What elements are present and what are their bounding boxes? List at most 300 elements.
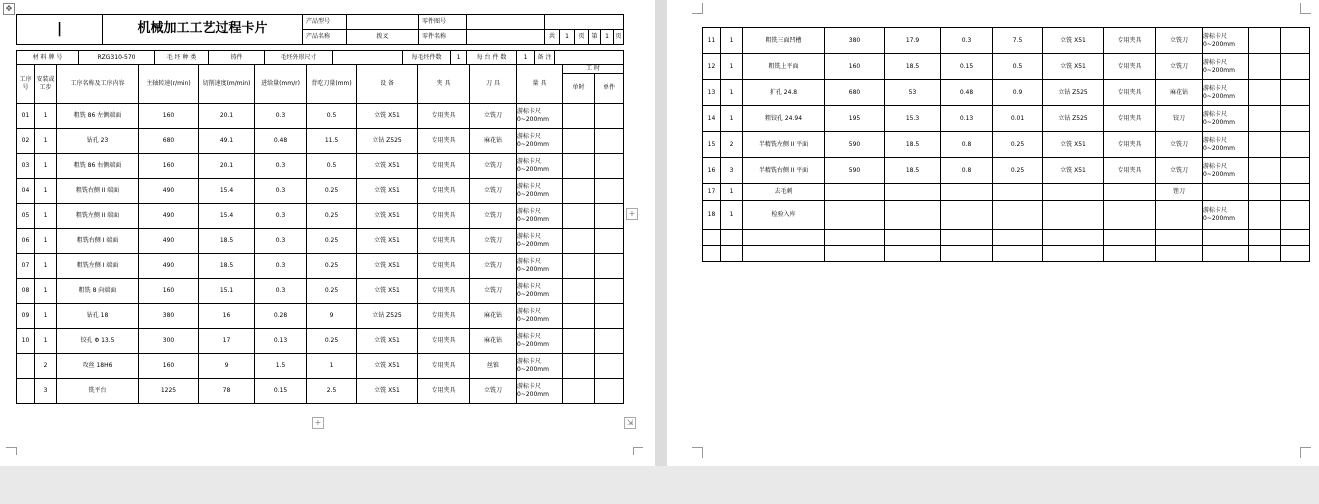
cell-depth[interactable]: 0.5 xyxy=(993,54,1043,80)
cell-time[interactable] xyxy=(595,378,624,403)
cell-fixture[interactable]: 专用夹具 xyxy=(418,153,470,178)
cell-step[interactable]: 2 xyxy=(35,353,57,378)
cell-name[interactable]: 粗铰孔 24.94 xyxy=(743,106,825,132)
cell-time[interactable] xyxy=(563,103,595,128)
cell-feed[interactable] xyxy=(941,201,993,230)
cell-time[interactable] xyxy=(1281,230,1310,246)
cell-feed[interactable]: 0.15 xyxy=(941,54,993,80)
cell-fixture[interactable]: 专用夹具 xyxy=(1104,106,1156,132)
cell-tool[interactable] xyxy=(1156,230,1203,246)
cell-gauge[interactable] xyxy=(517,353,563,378)
cell-time[interactable] xyxy=(1281,184,1310,201)
cell-tool[interactable]: 立铣刀 xyxy=(470,378,517,403)
cell-speed[interactable]: 680 xyxy=(139,128,199,153)
cell-cut[interactable]: 18.5 xyxy=(199,228,255,253)
per-blank-value[interactable]: 1 xyxy=(451,51,467,65)
cell-cut[interactable]: 49.1 xyxy=(199,128,255,153)
cell-time[interactable] xyxy=(563,253,595,278)
cell-fixture[interactable]: 专用夹具 xyxy=(418,178,470,203)
cell-gauge[interactable] xyxy=(1203,158,1249,184)
cell-cut[interactable] xyxy=(885,201,941,230)
cell-depth[interactable]: 11.5 xyxy=(307,128,357,153)
cell-name[interactable]: 检验入库 xyxy=(743,201,825,230)
cell-cut[interactable]: 18.5 xyxy=(885,158,941,184)
cell-speed[interactable]: 300 xyxy=(139,328,199,353)
cell-speed[interactable] xyxy=(825,201,885,230)
cell-name[interactable]: 铰孔 Φ 13.5 xyxy=(57,328,139,353)
cell-name[interactable]: 粗铣 86 右侧端面 xyxy=(57,153,139,178)
page-number[interactable]: 1 xyxy=(601,30,614,45)
cell-depth[interactable]: 0.25 xyxy=(307,253,357,278)
cell-equip[interactable]: 立铣 X51 xyxy=(1043,158,1104,184)
cell-fixture[interactable] xyxy=(1104,201,1156,230)
cell-name[interactable] xyxy=(743,230,825,246)
cell-no[interactable]: 17 xyxy=(703,184,721,201)
cell-speed[interactable]: 490 xyxy=(139,253,199,278)
cell-no[interactable]: 16 xyxy=(703,158,721,184)
cell-tool[interactable]: 立铣刀 xyxy=(1156,158,1203,184)
cell-equip[interactable]: 立铣 X51 xyxy=(357,178,418,203)
cell-time[interactable] xyxy=(563,228,595,253)
cell-depth[interactable]: 0.25 xyxy=(307,228,357,253)
cell-speed[interactable]: 590 xyxy=(825,158,885,184)
cell-fixture[interactable]: 专用夹具 xyxy=(418,228,470,253)
cell-equip[interactable] xyxy=(1043,201,1104,230)
cell-name[interactable]: 粗铣三面凹槽 xyxy=(743,28,825,54)
cell-fixture[interactable]: 专用夹具 xyxy=(1104,158,1156,184)
cell-fixture[interactable]: 专用夹具 xyxy=(418,253,470,278)
cell-name[interactable] xyxy=(743,246,825,262)
cell-name[interactable]: 半精铣右侧 II 平面 xyxy=(743,158,825,184)
table-resize-icon[interactable]: ⇲ xyxy=(624,417,636,429)
cell-tool[interactable]: 立铣刀 xyxy=(470,203,517,228)
cell-step[interactable]: 3 xyxy=(35,378,57,403)
cell-step[interactable]: 1 xyxy=(35,103,57,128)
cell-gauge[interactable] xyxy=(517,328,563,353)
cell-gauge[interactable] xyxy=(1203,54,1249,80)
cell-no[interactable] xyxy=(17,353,35,378)
cell-fixture[interactable]: 专用夹具 xyxy=(1104,28,1156,54)
cell-cut[interactable]: 15.4 xyxy=(199,203,255,228)
cell-no[interactable]: 10 xyxy=(17,328,35,353)
add-column-icon[interactable]: + xyxy=(626,208,638,220)
cell-name[interactable]: 铣平台 xyxy=(57,378,139,403)
cell-no[interactable]: 05 xyxy=(17,203,35,228)
cell-step[interactable]: 1 xyxy=(721,106,743,132)
cell-feed[interactable]: 0.3 xyxy=(941,28,993,54)
cell-time[interactable] xyxy=(563,353,595,378)
cell-cut[interactable]: 78 xyxy=(199,378,255,403)
cell-time[interactable] xyxy=(595,178,624,203)
cell-name[interactable]: 攻丝 18H6 xyxy=(57,353,139,378)
cell-tool[interactable]: 麻花钻 xyxy=(470,303,517,328)
cell-tool[interactable]: 立铣刀 xyxy=(470,278,517,303)
cell-step[interactable]: 1 xyxy=(35,253,57,278)
cell-step[interactable]: 1 xyxy=(35,278,57,303)
cell-feed[interactable]: 0.48 xyxy=(255,128,307,153)
cell-equip[interactable]: 立铣 X51 xyxy=(1043,132,1104,158)
cell-name[interactable]: 粗铣左侧 II 端面 xyxy=(57,203,139,228)
cell-gauge[interactable] xyxy=(517,278,563,303)
cell-no[interactable]: 06 xyxy=(17,228,35,253)
cell-speed[interactable]: 160 xyxy=(139,278,199,303)
cell-cut[interactable] xyxy=(885,184,941,201)
cell-time[interactable] xyxy=(563,278,595,303)
cell-gauge[interactable] xyxy=(1203,230,1249,246)
cell-tool[interactable]: 立铣刀 xyxy=(470,253,517,278)
cell-fixture[interactable] xyxy=(1104,184,1156,201)
cell-gauge[interactable] xyxy=(517,378,563,403)
cell-no[interactable]: 02 xyxy=(17,128,35,153)
cell-no[interactable] xyxy=(17,378,35,403)
product-name-value[interactable]: 拨叉 xyxy=(347,30,419,45)
cell-time[interactable] xyxy=(563,303,595,328)
cell-step[interactable]: 1 xyxy=(35,303,57,328)
cell-gauge[interactable] xyxy=(1203,28,1249,54)
cell-time[interactable] xyxy=(563,203,595,228)
cell-name[interactable]: 扩孔 24.8 xyxy=(743,80,825,106)
product-model-value[interactable] xyxy=(347,15,419,30)
cell-feed[interactable]: 0.3 xyxy=(255,253,307,278)
cell-step[interactable]: 1 xyxy=(35,203,57,228)
cell-feed[interactable] xyxy=(941,184,993,201)
cell-gauge[interactable] xyxy=(517,128,563,153)
cell-feed[interactable]: 0.3 xyxy=(255,153,307,178)
cell-depth[interactable]: 0.25 xyxy=(307,278,357,303)
cell-time[interactable] xyxy=(1249,158,1281,184)
cell-time[interactable] xyxy=(595,203,624,228)
cell-fixture[interactable]: 专用夹具 xyxy=(418,128,470,153)
material-value[interactable]: RZG310-570 xyxy=(79,51,155,65)
cell-tool[interactable]: 立铣刀 xyxy=(470,153,517,178)
cell-cut[interactable]: 15.1 xyxy=(199,278,255,303)
cell-tool[interactable]: 麻花钻 xyxy=(470,328,517,353)
cell-time[interactable] xyxy=(595,128,624,153)
cell-tool[interactable] xyxy=(1156,246,1203,262)
cell-equip[interactable]: 立钻 Z525 xyxy=(357,128,418,153)
cell-step[interactable] xyxy=(721,230,743,246)
cell-speed[interactable]: 1225 xyxy=(139,378,199,403)
cell-time[interactable] xyxy=(1281,80,1310,106)
cell-time[interactable] xyxy=(1281,106,1310,132)
cell-equip[interactable]: 立钻 Z525 xyxy=(1043,106,1104,132)
cell-step[interactable]: 1 xyxy=(721,54,743,80)
cell-time[interactable] xyxy=(595,228,624,253)
notes-value[interactable] xyxy=(555,51,624,65)
cell-equip[interactable]: 立铣 X51 xyxy=(357,328,418,353)
cell-equip[interactable]: 立铣 X51 xyxy=(357,203,418,228)
cell-fixture[interactable]: 专用夹具 xyxy=(1104,80,1156,106)
cell-gauge[interactable] xyxy=(517,178,563,203)
cell-speed[interactable] xyxy=(825,246,885,262)
cell-step[interactable]: 1 xyxy=(35,128,57,153)
cell-no[interactable]: 15 xyxy=(703,132,721,158)
cell-tool[interactable] xyxy=(1156,201,1203,230)
cell-tool[interactable]: 立铣刀 xyxy=(470,178,517,203)
cell-speed[interactable]: 380 xyxy=(825,28,885,54)
cell-depth[interactable]: 0.25 xyxy=(307,178,357,203)
cell-time[interactable] xyxy=(595,328,624,353)
cell-equip[interactable]: 立铣 X51 xyxy=(357,253,418,278)
cell-cut[interactable]: 17 xyxy=(199,328,255,353)
cell-name[interactable]: 粗铣右侧 II 端面 xyxy=(57,178,139,203)
cell-no[interactable]: 18 xyxy=(703,201,721,230)
cell-time[interactable] xyxy=(1281,201,1310,230)
cell-speed[interactable]: 490 xyxy=(139,203,199,228)
cell-speed[interactable]: 160 xyxy=(825,54,885,80)
cell-speed[interactable]: 590 xyxy=(825,132,885,158)
cell-no[interactable]: 01 xyxy=(17,103,35,128)
cell-step[interactable]: 1 xyxy=(721,28,743,54)
cell-feed[interactable]: 0.8 xyxy=(941,132,993,158)
cell-time[interactable] xyxy=(563,178,595,203)
cell-equip[interactable]: 立铣 X51 xyxy=(1043,28,1104,54)
cell-step[interactable]: 1 xyxy=(721,184,743,201)
cell-time[interactable] xyxy=(595,103,624,128)
cell-depth[interactable] xyxy=(993,246,1043,262)
cell-cut[interactable]: 53 xyxy=(885,80,941,106)
cell-gauge[interactable] xyxy=(517,253,563,278)
cell-equip[interactable]: 立铣 X51 xyxy=(357,103,418,128)
cell-cut[interactable]: 9 xyxy=(199,353,255,378)
cell-depth[interactable]: 0.9 xyxy=(993,80,1043,106)
cell-time[interactable] xyxy=(563,328,595,353)
cell-name[interactable]: 粗铣左侧 I 端面 xyxy=(57,253,139,278)
cell-speed[interactable]: 680 xyxy=(825,80,885,106)
cell-fixture[interactable]: 专用夹具 xyxy=(418,303,470,328)
cell-fixture[interactable] xyxy=(1104,246,1156,262)
cell-time[interactable] xyxy=(1249,184,1281,201)
cell-step[interactable]: 1 xyxy=(35,178,57,203)
cell-time[interactable] xyxy=(595,278,624,303)
cell-equip[interactable] xyxy=(1043,184,1104,201)
cell-name[interactable]: 钻孔 18 xyxy=(57,303,139,328)
cell-feed[interactable]: 0.13 xyxy=(941,106,993,132)
cell-time[interactable] xyxy=(1249,80,1281,106)
cell-no[interactable]: 11 xyxy=(703,28,721,54)
cell-time[interactable] xyxy=(563,153,595,178)
per-machine-value[interactable]: 1 xyxy=(517,51,535,65)
cell-no[interactable]: 13 xyxy=(703,80,721,106)
cell-depth[interactable]: 0.25 xyxy=(307,203,357,228)
cell-tool[interactable]: 立铣刀 xyxy=(1156,54,1203,80)
cell-equip[interactable] xyxy=(1043,246,1104,262)
cell-time[interactable] xyxy=(1281,158,1310,184)
cell-fixture[interactable]: 专用夹具 xyxy=(1104,132,1156,158)
cell-time[interactable] xyxy=(1281,28,1310,54)
cell-gauge[interactable] xyxy=(517,153,563,178)
cell-step[interactable]: 1 xyxy=(721,80,743,106)
cell-name[interactable]: 粗铣上平面 xyxy=(743,54,825,80)
cell-time[interactable] xyxy=(1281,54,1310,80)
cell-no[interactable]: 14 xyxy=(703,106,721,132)
cell-depth[interactable] xyxy=(993,230,1043,246)
cell-equip[interactable]: 立钻 Z525 xyxy=(357,303,418,328)
cell-no[interactable]: 03 xyxy=(17,153,35,178)
cell-feed[interactable]: 0.28 xyxy=(255,303,307,328)
cell-feed[interactable]: 0.3 xyxy=(255,228,307,253)
cell-gauge[interactable] xyxy=(1203,246,1249,262)
cell-gauge[interactable] xyxy=(1203,184,1249,201)
cell-gauge[interactable] xyxy=(517,303,563,328)
cell-no[interactable]: 09 xyxy=(17,303,35,328)
cell-step[interactable]: 1 xyxy=(35,328,57,353)
cell-cut[interactable]: 15.4 xyxy=(199,178,255,203)
cell-depth[interactable]: 7.5 xyxy=(993,28,1043,54)
cell-tool[interactable]: 麻花钻 xyxy=(1156,80,1203,106)
cell-time[interactable] xyxy=(595,353,624,378)
cell-no[interactable]: 12 xyxy=(703,54,721,80)
cell-tool[interactable]: 立铣刀 xyxy=(470,103,517,128)
cell-fixture[interactable]: 专用夹具 xyxy=(1104,54,1156,80)
cell-tool[interactable]: 丝锥 xyxy=(470,353,517,378)
cell-step[interactable] xyxy=(721,246,743,262)
cell-depth[interactable]: 0.01 xyxy=(993,106,1043,132)
cell-depth[interactable]: 0.5 xyxy=(307,103,357,128)
cell-step[interactable]: 3 xyxy=(721,158,743,184)
cell-tool[interactable]: 立铣刀 xyxy=(1156,28,1203,54)
cell-time[interactable] xyxy=(1249,28,1281,54)
part-name-value[interactable] xyxy=(467,30,545,45)
cell-name[interactable]: 粗铣 86 左侧端面 xyxy=(57,103,139,128)
cell-time[interactable] xyxy=(563,378,595,403)
cell-speed[interactable]: 380 xyxy=(139,303,199,328)
cell-tool[interactable]: 锉刀 xyxy=(1156,184,1203,201)
cell-time[interactable] xyxy=(1249,201,1281,230)
cell-cut[interactable]: 15.3 xyxy=(885,106,941,132)
cell-step[interactable]: 1 xyxy=(35,153,57,178)
cell-gauge[interactable] xyxy=(1203,80,1249,106)
cell-depth[interactable] xyxy=(993,201,1043,230)
cell-step[interactable]: 1 xyxy=(35,228,57,253)
cell-time[interactable] xyxy=(1249,132,1281,158)
cell-step[interactable]: 2 xyxy=(721,132,743,158)
cell-cut[interactable]: 17.9 xyxy=(885,28,941,54)
cell-feed[interactable]: 0.8 xyxy=(941,158,993,184)
cell-cut[interactable]: 18.5 xyxy=(885,132,941,158)
total-pages[interactable]: 1 xyxy=(560,30,575,45)
cell-no[interactable]: 07 xyxy=(17,253,35,278)
cell-speed[interactable]: 195 xyxy=(825,106,885,132)
cell-equip[interactable]: 立钻 Z525 xyxy=(1043,80,1104,106)
cell-cut[interactable]: 20.1 xyxy=(199,103,255,128)
cell-time[interactable] xyxy=(563,128,595,153)
cell-fixture[interactable]: 专用夹具 xyxy=(418,328,470,353)
cell-time[interactable] xyxy=(1249,246,1281,262)
cell-feed[interactable]: 0.15 xyxy=(255,378,307,403)
cell-fixture[interactable]: 专用夹具 xyxy=(418,378,470,403)
cell-no[interactable]: 04 xyxy=(17,178,35,203)
cell-speed[interactable]: 490 xyxy=(139,178,199,203)
cell-name[interactable]: 去毛刺 xyxy=(743,184,825,201)
cell-cut[interactable]: 18.5 xyxy=(885,54,941,80)
cell-time[interactable] xyxy=(595,253,624,278)
cell-tool[interactable]: 麻花钻 xyxy=(470,128,517,153)
blank-size-value[interactable] xyxy=(333,51,403,65)
cell-time[interactable] xyxy=(1249,106,1281,132)
cell-tool[interactable]: 立铣刀 xyxy=(1156,132,1203,158)
cell-equip[interactable]: 立铣 X51 xyxy=(357,153,418,178)
cell-no[interactable] xyxy=(703,230,721,246)
cell-feed[interactable]: 0.48 xyxy=(941,80,993,106)
cell-no[interactable]: 08 xyxy=(17,278,35,303)
cell-gauge[interactable] xyxy=(517,228,563,253)
cell-gauge[interactable] xyxy=(517,203,563,228)
table-move-handle-icon[interactable]: ✥ xyxy=(3,3,15,15)
cell-feed[interactable]: 0.3 xyxy=(255,278,307,303)
cell-depth[interactable]: 0.25 xyxy=(993,132,1043,158)
cell-gauge[interactable] xyxy=(1203,201,1249,230)
cell-equip[interactable]: 立铣 X51 xyxy=(1043,54,1104,80)
cell-feed[interactable]: 1.5 xyxy=(255,353,307,378)
cell-cut[interactable] xyxy=(885,230,941,246)
cell-depth[interactable] xyxy=(993,184,1043,201)
cell-feed[interactable]: 0.3 xyxy=(255,103,307,128)
cell-name[interactable]: 粗铣 8 向端面 xyxy=(57,278,139,303)
cell-depth[interactable]: 1 xyxy=(307,353,357,378)
cell-equip[interactable]: 立铣 X51 xyxy=(357,228,418,253)
cell-equip[interactable] xyxy=(1043,230,1104,246)
cell-feed[interactable] xyxy=(941,230,993,246)
cell-cut[interactable]: 16 xyxy=(199,303,255,328)
cell-feed[interactable]: 0.3 xyxy=(255,178,307,203)
cell-feed[interactable]: 0.3 xyxy=(255,203,307,228)
cell-time[interactable] xyxy=(1249,54,1281,80)
cell-depth[interactable]: 2.5 xyxy=(307,378,357,403)
cell-speed[interactable]: 490 xyxy=(139,228,199,253)
cell-equip[interactable]: 立铣 X51 xyxy=(357,278,418,303)
cell-fixture[interactable] xyxy=(1104,230,1156,246)
cell-tool[interactable]: 立铣刀 xyxy=(470,228,517,253)
cell-cut[interactable] xyxy=(885,246,941,262)
cell-depth[interactable]: 0.25 xyxy=(307,328,357,353)
cell-feed[interactable]: 0.13 xyxy=(255,328,307,353)
cell-speed[interactable]: 160 xyxy=(139,353,199,378)
cell-fixture[interactable]: 专用夹具 xyxy=(418,203,470,228)
cell-name[interactable]: 粗铣右侧 I 端面 xyxy=(57,228,139,253)
cell-speed[interactable] xyxy=(825,230,885,246)
cell-time[interactable] xyxy=(595,303,624,328)
cell-gauge[interactable] xyxy=(517,103,563,128)
cell-equip[interactable]: 立铣 X51 xyxy=(357,353,418,378)
cell-gauge[interactable] xyxy=(1203,106,1249,132)
cell-depth[interactable]: 0.25 xyxy=(993,158,1043,184)
cell-gauge[interactable] xyxy=(1203,132,1249,158)
cell-cut[interactable]: 20.1 xyxy=(199,153,255,178)
cell-no[interactable] xyxy=(703,246,721,262)
cell-tool[interactable]: 铰刀 xyxy=(1156,106,1203,132)
cell-speed[interactable]: 160 xyxy=(139,103,199,128)
cell-time[interactable] xyxy=(1249,230,1281,246)
cell-equip[interactable]: 立铣 X51 xyxy=(357,378,418,403)
cell-depth[interactable]: 0.5 xyxy=(307,153,357,178)
blank-type-value[interactable]: 铸件 xyxy=(209,51,265,65)
cell-speed[interactable] xyxy=(825,184,885,201)
cell-name[interactable]: 钻孔 23 xyxy=(57,128,139,153)
add-row-icon[interactable]: + xyxy=(312,417,324,429)
cell-fixture[interactable]: 专用夹具 xyxy=(418,278,470,303)
cell-depth[interactable]: 9 xyxy=(307,303,357,328)
cell-time[interactable] xyxy=(1281,132,1310,158)
cell-fixture[interactable]: 专用夹具 xyxy=(418,353,470,378)
cell-fixture[interactable]: 专用夹具 xyxy=(418,103,470,128)
cell-time[interactable] xyxy=(1281,246,1310,262)
cell-name[interactable]: 半精铣左侧 II 平面 xyxy=(743,132,825,158)
cell-cut[interactable]: 18.5 xyxy=(199,253,255,278)
cell-step[interactable]: 1 xyxy=(721,201,743,230)
cell-speed[interactable]: 160 xyxy=(139,153,199,178)
part-drawing-value[interactable] xyxy=(467,15,545,30)
